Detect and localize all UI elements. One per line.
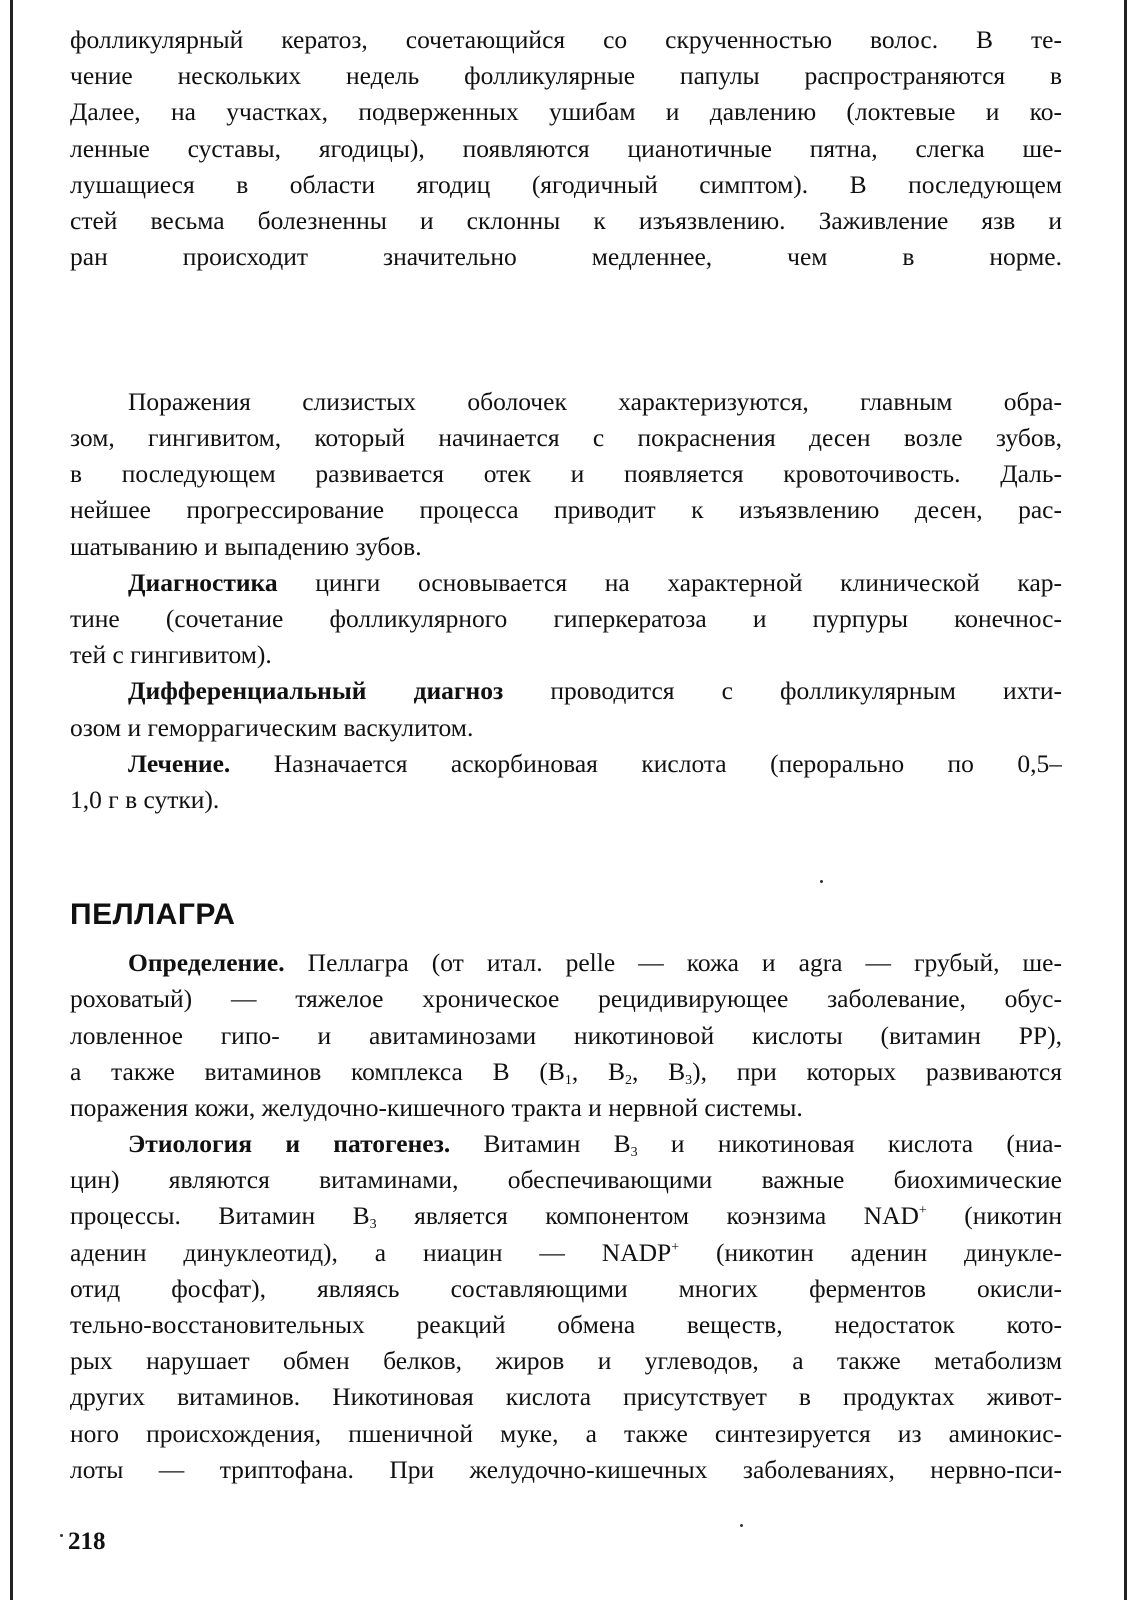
term-treatment: Лечение. [128,748,231,778]
text-span: процессы. Витамин B [70,1201,370,1231]
text-line [70,565,1062,601]
text-span: , B [631,1056,686,1086]
text-line: в последующем развивается отек и появляется кровоточивость. Даль- [70,459,1062,489]
text-line [70,746,1062,782]
paragraph-mucosa [70,384,1062,565]
text-line: Поражения слизистых оболочек характеризуются, главным обра- [128,386,1062,416]
text-line [70,945,1062,981]
text-line: лушащиеся в области ягодиц (ягодичный симптом). В последующем [70,169,1062,199]
text-line [70,1235,1062,1271]
subscript: 3 [369,1217,377,1233]
scan-speck [820,880,823,883]
text-line: отид фосфат), являясь составляющими многих ферментов окисли- [70,1273,1062,1303]
paragraph-treatment [70,746,1062,818]
text-line: стей весьма болезненны и склонны к изъязвлению. Заживление язв и [70,205,1062,235]
text-span: (никотин аденин динукле- [679,1237,1062,1267]
text-line: ловленное гипо- и авитаминозами никотиновой кислоты (витамин PP), [70,1020,1062,1050]
text-span: Назначается аскорбиновая кислота (перорально по 0,5– [230,748,1062,778]
page-border-left [10,0,13,1600]
text-span: аденин динуклеотид), а ниацин — NADP [70,1237,672,1267]
text-line [70,673,1062,709]
text-line: чение нескольких недель фолликулярные папулы распространяются в [70,61,1062,91]
text-line: ран происходит значительно медленнее, чем в норме. [70,242,1062,272]
text-line [70,348,1062,384]
text-line: ленные суставы, ягодицы), появляются цианотичные пятна, слегка ше- [70,133,1062,163]
text-line: зом, гингивитом, который начинается с покраснения десен возле зубов, [70,423,1062,453]
section-spacer [70,818,1062,895]
subscript: 1 [564,1072,572,1088]
text-line: поражения кожи, желудочно-кишечного тракта и нервной системы. [70,1092,803,1122]
text-line: лоты — триптофана. При желудочно-кишечных заболеваниях, нервно-пси- [70,1454,1062,1484]
subscript: 3 [630,1145,638,1161]
section-heading: ПЕЛЛАГРА [70,898,236,932]
text-span: Пеллагра (от итал. pelle — кожа и agra — грубый, ше- [284,948,1062,978]
text-line: нейшее прогрессирование процесса приводит к изъязвлению десен, рас- [70,495,1062,525]
text-line [70,1126,1062,1162]
subscript: 3 [685,1072,693,1088]
term-differential-diagnosis: Дифференциальный диагноз [128,676,504,706]
text-span: (никотин [926,1201,1062,1231]
text-line: шатыванию и выпадению зубов. [70,531,422,561]
text-span: проводится с фолликулярным ихти- [503,676,1062,706]
text-span: и никотиновая кислота (ниа- [637,1129,1062,1159]
text-span: является компонентом коэнзима NAD [376,1201,919,1231]
text-line: цин) являются витаминами, обеспечивающими важные биохимические [70,1165,1062,1195]
text-line [70,312,1062,348]
term-etiology: Этиология и патогенез. [128,1129,451,1159]
text-line: рых нарушает обмен белков, жиров и углеводов, а также метаболизм [70,1346,1062,1376]
term-definition: Определение. [128,948,285,978]
text-span: а также витаминов комплекса B (B [70,1056,565,1086]
text-line: роховатый) — тяжелое хроническое рецидивирующее заболевание, обус- [70,984,1062,1014]
text-span: Витамин B [450,1129,631,1159]
page-border-right [1124,0,1127,1600]
scan-speck [60,1534,63,1537]
page-number: 218 [68,1528,106,1555]
text-line: Далее, на участках, подверженных ушибам и давлению (локтевые и ко- [70,97,1062,127]
text-line: тельно-восстановительных реакций обмена веществ, недостаток кото- [70,1310,1062,1339]
text-line: тей с гингивитом). [70,640,272,670]
book-page [70,22,1062,1488]
scan-speck [740,1524,743,1527]
text-line: фолликулярный кератоз, сочетающийся со скрученностью волос. В те- [70,25,1062,54]
text-span: цинги основывается на характерной клинической кар- [277,567,1062,597]
paragraph-etiology [70,1126,1062,1488]
paragraph-definition [70,945,1062,1126]
text-line: ного происхождения, пшеничной муке, а также синтезируется из аминокис- [70,1418,1062,1448]
text-line [70,275,1062,311]
subscript: 2 [624,1072,632,1088]
text-line: других витаминов. Никотиновая кислота присутствует в продуктах живот- [70,1382,1062,1412]
superscript: + [671,1239,680,1255]
text-line: тине (сочетание фолликулярного гиперкератоза и пурпуры конечнос- [70,604,1062,633]
superscript: + [918,1203,927,1219]
text-line [70,1054,1062,1090]
text-span: , B [571,1056,625,1086]
text-span: ), при которых развиваются [692,1056,1062,1086]
paragraph-differential [70,673,1062,745]
text-line [70,1198,1062,1234]
term-diagnostics: Диагностика [128,567,278,597]
text-line: озом и геморрагическим васкулитом. [70,712,474,742]
paragraph-symptoms [70,22,1062,384]
paragraph-diagnostics [70,565,1062,674]
text-line: 1,0 г в сутки). [70,784,220,814]
